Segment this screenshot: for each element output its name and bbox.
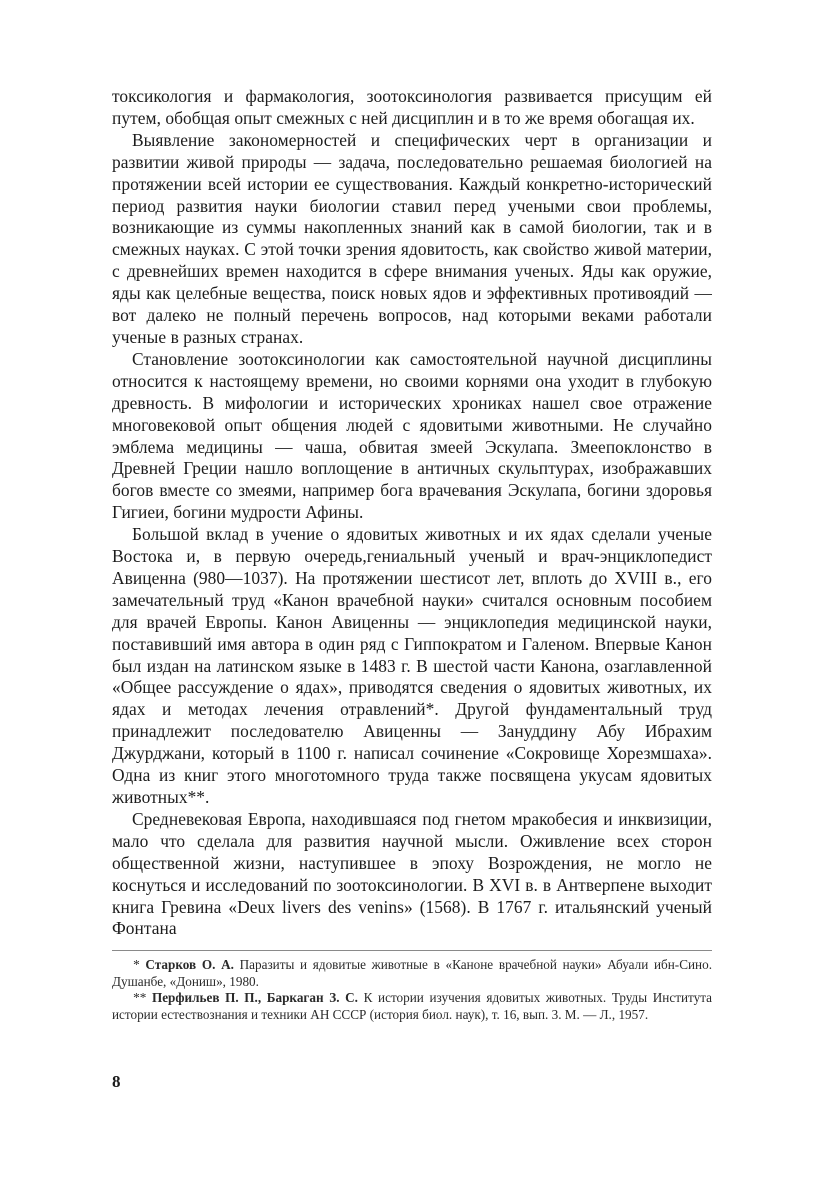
page-number: 8 [112,1072,121,1091]
footnote-text: Паразиты и ядовитые животные в «Каноне врачебной науки» Абуали ибн-Сино. Душанбе, «Дониш», 1980. [112,957,712,989]
footnote-marker: * [133,957,140,973]
footnotes [112,957,712,1023]
paragraph: Большой вклад в учение о ядовитых животных и их ядах сделали ученые Востока и, в первую очередь,гениальный ученый и врач-энциклопедист Авиценна (980—1037). На протяжении шестисот лет, вплоть до XVIII в., его замечательный труд «Канон врачебной науки» считался основным пособием для врачей Европы. Канон Авиценны — энциклопедия медицинской науки, поставивший имя автора в один ряд с Гиппократом и Галеном. Впервые Канон был издан на латинском языке в 1483 г. В шестой части Канона, озаглавленной «Общее рассуждение о ядах», приводятся сведения о ядовитых животных, их ядах и методах лечения отравлений*. Другой фундаментальный труд принадлежит последователю Авиценны — Зануддину Абу Ибрахим Джурджани, который в 1100 г. написал сочинение «Сокровище Хорезмшаха». Одна из книг этого многотомного труда также посвящена укусам ядовитых животных**. [112,524,712,807]
body-text [112,86,712,940]
paragraph: Выявление закономерностей и специфических черт в организации и развитии живой природы — задача, последовательно решаемая биологией на протяжении всей истории ее существования. Каждый конкретно-исторический период развития науки биологии ставил перед учеными свои проблемы, возникающие из суммы накопленных знаний как в самой биологии, так и в смежных науках. С этой точки зрения ядовитость, как свойство живой материи, с древнейших времен находится в сфере внимания ученых. Яды как оружие, яды как целебные вещества, поиск новых ядов и эффективных противоядий — вот далеко не полный перечень вопросов, над которыми веками работали ученые в разных странах. [112,129,712,347]
footnote-marker: ** [133,990,147,1006]
footnote [112,957,712,990]
paragraph: токсикология и фармакология, зоотоксинология развивается присущим ей путем, обобщая опыт смежных с ней дисциплин и в то же время обогащая их. [112,86,712,128]
footnote-text: К истории изучения ядовитых животных. Труды Института истории естествознания и техники АН СССР (история биол. наук), т. 16, вып. 3. М. — Л., 1957. [112,990,712,1022]
footnote [112,990,712,1023]
page-content [112,86,712,1023]
footnote-author: Перфильев П. П., Баркаган З. С. [151,990,358,1006]
paragraph: Становление зоотоксинологии как самостоятельной научной дисциплины относится к настоящему времени, но своими корнями она уходит в глубокую древность. В мифологии и исторических хрониках нашел свое отражение многовековой опыт общения людей с ядовитыми животными. Не случайно эмблема медицины — чаша, обвитая змеей Эскулапа. Змеепоклонство в Древней Греции нашло воплощение в античных скульптурах, изображавших богов вместе со змеями, например бога врачевания Эскулапа, богини здоровья Гигиеи, богини мудрости Афины. [112,348,712,523]
footnote-divider [112,950,712,951]
footnote-author: Старков О. А. [145,957,234,973]
paragraph: Средневековая Европа, находившаяся под гнетом мракобесия и инквизиции, мало что сделала для развития научной мысли. Оживление всех сторон общественной жизни, наступившее в эпоху Возрождения, не могло не коснуться и исследований по зоотоксинологии. В XVI в. в Антверпене выходит книга Гревина «Deux livers des venins» (1568). В 1767 г. итальянский ученый Фонтана [112,808,712,939]
